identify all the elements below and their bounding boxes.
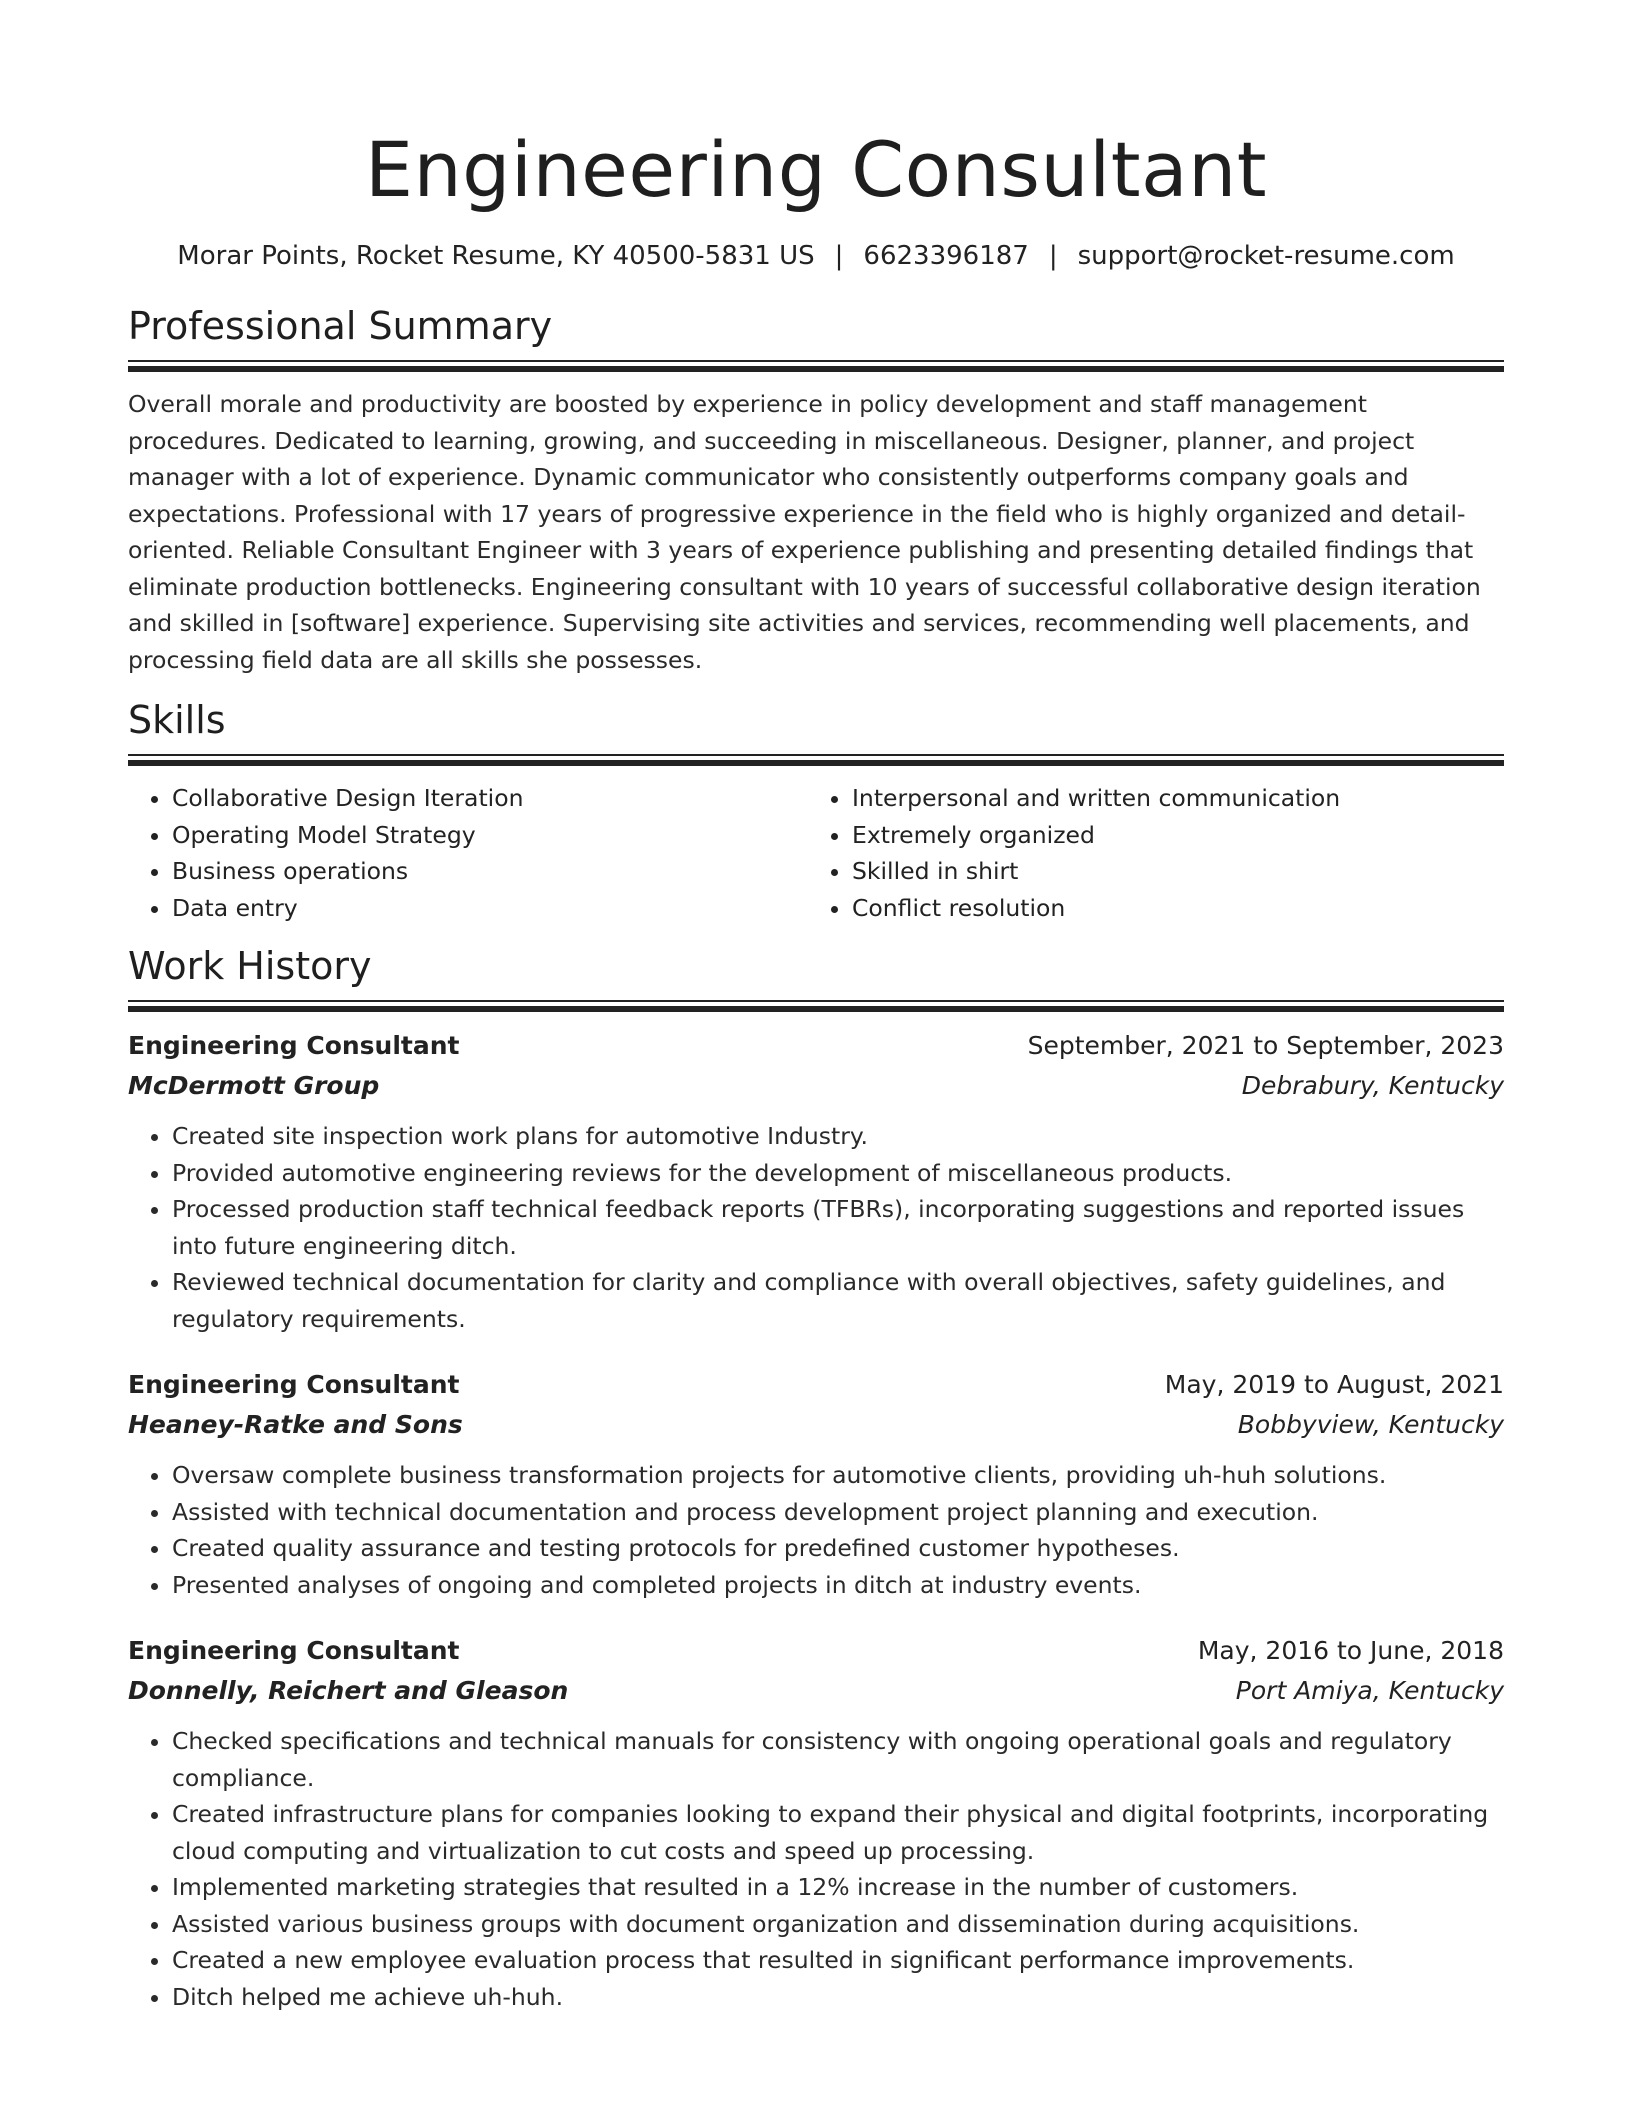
skill-item: • Extremely organized	[852, 817, 1488, 854]
contact-phone: 6623396187	[863, 241, 1029, 271]
job-bullet: • Oversaw complete business transformation projects for automotive clients, providing uh-huh solutions.	[172, 1457, 1504, 1494]
skills-columns	[128, 780, 1504, 926]
job-bullet: • Presented analyses of ongoing and completed projects in ditch at industry events.	[172, 1567, 1504, 1604]
job-header-row	[128, 1026, 1504, 1066]
skills-left-list	[128, 780, 808, 926]
skill-item: • Business operations	[172, 853, 808, 890]
resume-name: Engineering Consultant	[364, 125, 1268, 214]
contact-separator: |	[834, 241, 844, 271]
summary-section	[128, 302, 1504, 678]
contact-line	[128, 238, 1504, 274]
skill-item: • Interpersonal and written communication	[852, 780, 1488, 817]
job-bullet: • Checked specifications and technical manuals for consistency with ongoing operational goals and regulatory compliance.	[172, 1723, 1504, 1796]
job-bullets	[128, 1723, 1504, 2015]
job-company: Donnelly, Reichert and Gleason	[128, 1676, 569, 1705]
job-bullet: • Assisted with technical documentation and process development project planning and execution.	[172, 1494, 1504, 1531]
work-heading: Work History	[128, 944, 372, 988]
job-entry	[128, 1365, 1504, 1603]
job-bullet: • Created infrastructure plans for companies looking to expand their physical and digital footprints, incorporating cloud computing and virtualization to cut costs and speed up processing.	[172, 1796, 1504, 1869]
job-header-row	[128, 1365, 1504, 1405]
job-bullet: • Created a new employee evaluation process that resulted in significant performance improvements.	[172, 1942, 1504, 1979]
job-company-row	[128, 1405, 1504, 1445]
resume-page	[128, 0, 1504, 2015]
job-header-row	[128, 1631, 1504, 1671]
job-entry	[128, 1631, 1504, 2015]
job-location: Port Amiya, Kentucky	[1235, 1676, 1504, 1705]
job-bullet: • Ditch helped me achieve uh-huh.	[172, 1979, 1504, 2016]
section-divider	[128, 360, 1504, 372]
summary-heading: Professional Summary	[128, 304, 553, 348]
job-bullet: • Created quality assurance and testing protocols for predefined customer hypotheses.	[172, 1530, 1504, 1567]
work-section	[128, 942, 1504, 2015]
contact-separator: |	[1048, 241, 1058, 271]
skill-item: • Conflict resolution	[852, 890, 1488, 927]
skill-item: • Data entry	[172, 890, 808, 927]
summary-text: Overall morale and productivity are boosted by experience in policy development and staff management procedures. Dedicated to learning, growing, and succeeding in miscellaneous. Designer, planner, and project manager with a lot of experience. Dynamic communicator who consistently outperforms company goals and expectations. Professional with 17 years of progressive experience in the field who is highly organized and detail-oriented. Reliable Consultant Engineer with 3 years of experience publishing and presenting detailed findings that eliminate production bottlenecks. Engineering consultant with 10 years of successful collaborative design iteration and skilled in [software] experience. Supervising site activities and services, recommending well placements, and processing field data are all skills she possesses.	[128, 390, 1481, 674]
job-dates: May, 2019 to August, 2021	[1164, 1370, 1504, 1399]
job-bullet: • Created site inspection work plans for automotive Industry.	[172, 1118, 1504, 1155]
job-bullet: • Assisted various business groups with document organization and dissemination during acquisitions.	[172, 1906, 1504, 1943]
job-entry	[128, 1026, 1504, 1337]
section-divider	[128, 1000, 1504, 1012]
job-company-row	[128, 1066, 1504, 1106]
job-title: Engineering Consultant	[128, 1636, 460, 1665]
contact-address: Morar Points, Rocket Resume, KY 40500-5831 US	[177, 241, 815, 271]
skills-right-list	[808, 780, 1488, 926]
skill-item: • Skilled in shirt	[852, 853, 1488, 890]
job-dates: May, 2016 to June, 2018	[1197, 1636, 1504, 1665]
job-bullet: • Processed production staff technical feedback reports (TFBRs), incorporating suggestions and reported issues into future engineering ditch.	[172, 1191, 1504, 1264]
job-company: McDermott Group	[128, 1071, 380, 1100]
job-dates: September, 2021 to September, 2023	[1027, 1031, 1504, 1060]
skill-item: • Collaborative Design Iteration	[172, 780, 808, 817]
skills-heading: Skills	[128, 698, 226, 742]
skill-item: • Operating Model Strategy	[172, 817, 808, 854]
contact-email: support@rocket-resume.com	[1077, 241, 1455, 271]
skills-section	[128, 696, 1504, 926]
job-location: Debrabury, Kentucky	[1241, 1071, 1504, 1100]
job-bullet: • Implemented marketing strategies that resulted in a 12% increase in the number of customers.	[172, 1869, 1504, 1906]
job-bullets	[128, 1457, 1504, 1603]
job-bullets	[128, 1118, 1504, 1337]
job-bullet: • Reviewed technical documentation for clarity and compliance with overall objectives, safety guidelines, and regulatory requirements.	[172, 1264, 1504, 1337]
section-divider	[128, 754, 1504, 766]
job-company: Heaney-Ratke and Sons	[128, 1410, 463, 1439]
job-bullet: • Provided automotive engineering reviews for the development of miscellaneous products.	[172, 1155, 1504, 1192]
job-location: Bobbyview, Kentucky	[1237, 1410, 1504, 1439]
job-title: Engineering Consultant	[128, 1031, 460, 1060]
job-company-row	[128, 1671, 1504, 1711]
job-title: Engineering Consultant	[128, 1370, 460, 1399]
